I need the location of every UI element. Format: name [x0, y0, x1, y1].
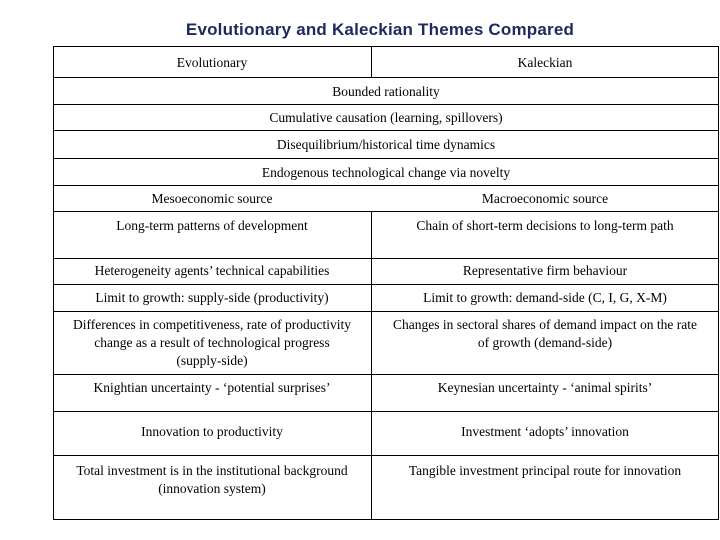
- table-divider: [53, 455, 719, 456]
- table-divider: [53, 258, 719, 259]
- shared-theme: Endogenous technological change via novelty: [261, 165, 511, 180]
- table-divider: [53, 185, 719, 186]
- kaleckian-cell: Macroeconomic source: [481, 191, 609, 206]
- shared-theme: Bounded rationality: [332, 84, 440, 99]
- table-divider: [53, 77, 719, 78]
- evolutionary-cell: Differences in competitiveness, rate of productivity change as a result of technological progress (supply-side): [73, 317, 351, 368]
- kaleckian-cell: Changes in sectoral shares of demand impact on the rate of growth (demand-side): [392, 317, 698, 350]
- header-evolutionary: Evolutionary: [176, 55, 248, 70]
- shared-theme: Disequilibrium/historical time dynamics: [276, 137, 496, 152]
- table-divider: [53, 411, 719, 412]
- kaleckian-cell: Keynesian uncertainty - ‘animal spirits’: [437, 380, 653, 395]
- header-kaleckian: Kaleckian: [517, 55, 573, 70]
- kaleckian-cell: Limit to growth: demand-side (C, I, G, X-M): [423, 290, 667, 305]
- table-divider: [53, 374, 719, 375]
- evolutionary-cell: Limit to growth: supply-side (productivity): [95, 290, 329, 305]
- evolutionary-cell: Long-term patterns of development: [116, 218, 308, 233]
- table-divider: [53, 104, 719, 105]
- kaleckian-cell: Representative firm behaviour: [462, 263, 628, 278]
- evolutionary-cell: Total investment is in the institutional background (innovation system): [76, 463, 348, 496]
- page-title: Evolutionary and Kaleckian Themes Compared: [185, 20, 575, 39]
- evolutionary-cell: Mesoeconomic source: [151, 191, 273, 206]
- table-divider: [53, 311, 719, 312]
- table-divider: [53, 158, 719, 159]
- table-divider: [53, 284, 719, 285]
- table-divider: [53, 130, 719, 131]
- kaleckian-cell: Tangible investment principal route for innovation: [408, 463, 682, 478]
- evolutionary-cell: Knightian uncertainty - ‘potential surprises’: [93, 380, 331, 395]
- evolutionary-cell: Innovation to productivity: [141, 424, 283, 439]
- shared-theme: Cumulative causation (learning, spillovers): [269, 110, 503, 125]
- kaleckian-cell: Investment ‘adopts’ innovation: [461, 424, 629, 439]
- evolutionary-cell: Heterogeneity agents’ technical capabilities: [94, 263, 330, 278]
- table-divider: [53, 211, 719, 212]
- kaleckian-cell: Chain of short-term decisions to long-term path: [416, 218, 674, 233]
